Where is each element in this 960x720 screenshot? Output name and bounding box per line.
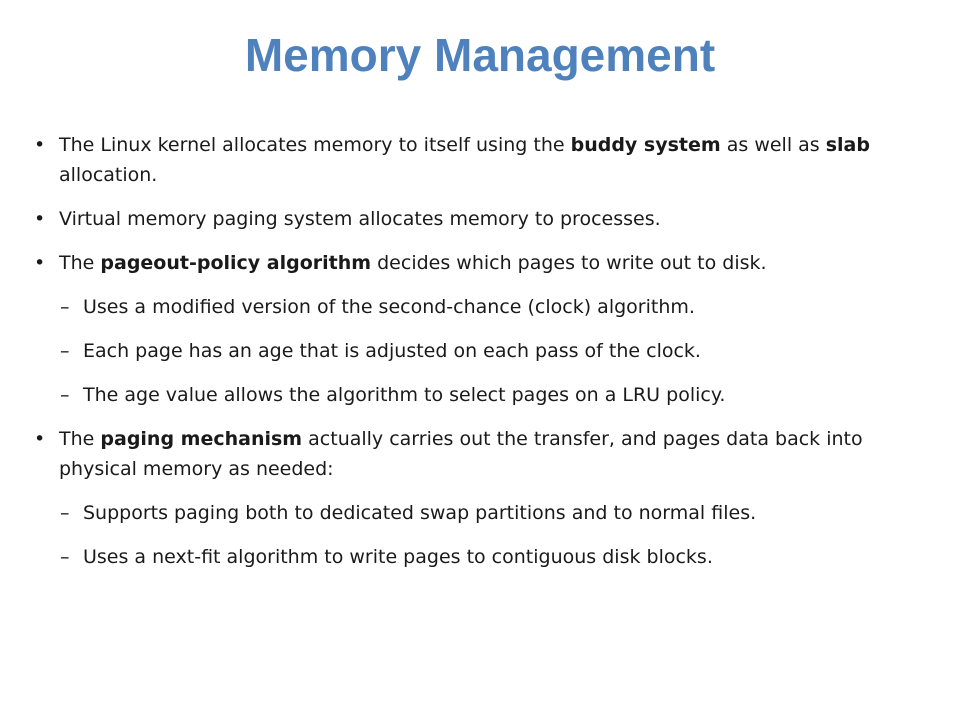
sub-bullet-item [34,336,934,366]
text-segment: Uses a next-fit algorithm to write pages to contiguous disk blocks. [83,546,713,568]
text-segment: The [59,252,101,274]
dash-bullet-icon: – [60,502,70,524]
bullet-text [34,130,934,190]
text-segment: Each page has an age that is adjusted on each pass of the clock. [83,340,701,362]
bold-term: pageout-policy algorithm [100,252,372,274]
bullet-text [34,424,934,484]
bullet-text [34,542,934,572]
bullet-text [34,248,934,278]
text-segment: The age value allows the algorithm to select pages on a LRU policy. [83,384,726,406]
text-segment: Virtual memory paging system allocates memory to processes. [59,208,661,230]
text-segment: actually carries out the transfer, and pages data back into physical memory as needed: [59,428,863,480]
dash-bullet-icon: – [60,384,70,406]
dash-bullet-icon: – [60,546,70,568]
bold-term: paging mechanism [100,428,303,450]
dot-bullet-icon: • [34,428,46,450]
text-segment: allocation. [59,164,158,186]
bullet-text [34,380,934,410]
text-segment: as well as [720,134,826,156]
bullet-text [34,204,934,234]
bullet-item [34,424,934,484]
text-segment: Supports paging both to dedicated swap partitions and to normal files. [83,502,757,524]
text-segment: decides which pages to write out to disk. [371,252,767,274]
bold-term: slab [825,134,870,156]
bullet-list [34,130,934,586]
sub-bullet-item [34,542,934,572]
bullet-item [34,204,934,234]
sub-bullet-item [34,380,934,410]
bullet-item [34,248,934,278]
text-segment: The Linux kernel allocates memory to itself using the [59,134,571,156]
text-segment: Uses a modified version of the second-chance (clock) algorithm. [83,296,695,318]
bullet-text [34,336,934,366]
bullet-text [34,292,934,322]
dot-bullet-icon: • [34,252,46,274]
sub-bullet-item [34,498,934,528]
dash-bullet-icon: – [60,296,70,318]
slide-title: Memory Management [244,29,716,81]
dot-bullet-icon: • [34,134,46,156]
sub-bullet-item [34,292,934,322]
dot-bullet-icon: • [34,208,46,230]
bullet-item [34,130,934,190]
bullet-text [34,498,934,528]
text-segment: The [59,428,101,450]
bold-term: buddy system [570,134,721,156]
dash-bullet-icon: – [60,340,70,362]
